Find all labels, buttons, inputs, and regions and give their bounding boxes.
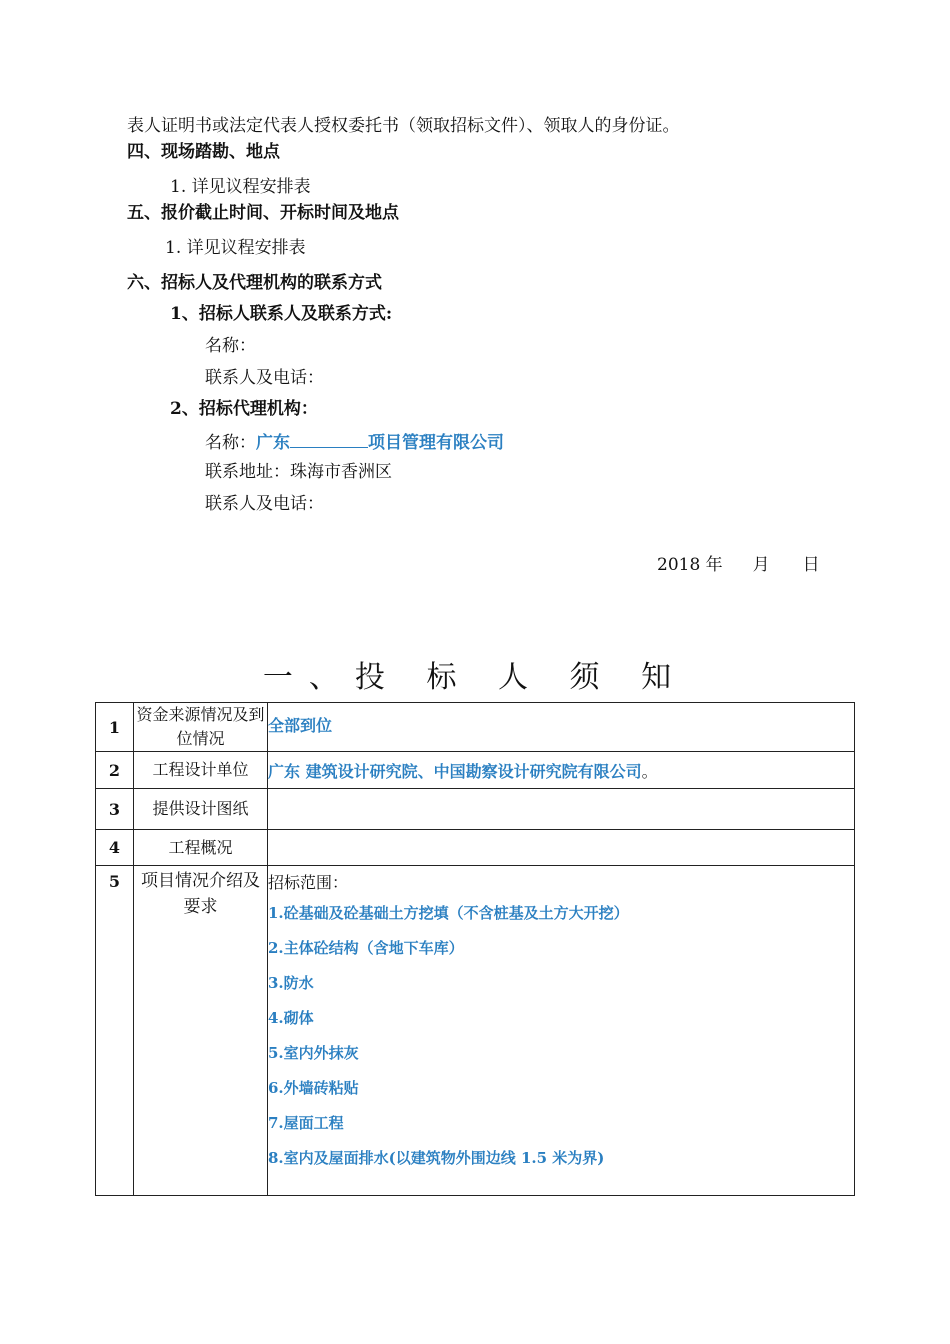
date-month: 月 bbox=[752, 555, 770, 575]
row-value bbox=[268, 830, 855, 866]
agency-name-prefix: 广东 bbox=[256, 433, 290, 453]
notice-title: 一、投 标 人 须 知 bbox=[262, 660, 688, 695]
row-value bbox=[268, 789, 855, 830]
section-5-item: 1. 详见议程安排表 bbox=[165, 238, 306, 258]
section-heading-4: 四、现场踏勘、地点 bbox=[127, 142, 280, 162]
date-line bbox=[657, 554, 820, 576]
row-label: 工程概况 bbox=[134, 830, 268, 866]
row-number: 2 bbox=[96, 752, 134, 789]
agency-name-suffix: 项目管理有限公司 bbox=[368, 433, 504, 453]
section-heading-6: 六、招标人及代理机构的联系方式 bbox=[127, 273, 382, 293]
row-label: 资金来源情况及到位情况 bbox=[134, 703, 268, 752]
row-value bbox=[268, 866, 855, 1196]
row-label: 提供设计图纸 bbox=[134, 789, 268, 830]
row-number: 5 bbox=[96, 866, 134, 1196]
table-row bbox=[96, 866, 855, 1196]
agency-heading: 2、招标代理机构： bbox=[170, 399, 318, 419]
date-year: 2018 年 bbox=[657, 555, 723, 575]
row-number: 1 bbox=[96, 703, 134, 752]
row-value: 全部到位 bbox=[268, 703, 855, 752]
tenderer-contact-label: 联系人及电话： bbox=[205, 368, 324, 388]
continued-text-line: 表人证明书或法定代表人授权委托书（领取招标文件）、领取人的身份证。 bbox=[127, 116, 680, 136]
scope-item: 3.防水 bbox=[268, 974, 314, 992]
row-label: 项目情况介绍及要求 bbox=[134, 866, 268, 1196]
table-row bbox=[96, 789, 855, 830]
agency-name-blank bbox=[290, 430, 368, 448]
scope-item: 5.室内外抹灰 bbox=[268, 1044, 359, 1062]
agency-address: 联系地址：珠海市香洲区 bbox=[205, 462, 392, 482]
section-4-item: 1. 详见议程安排表 bbox=[170, 177, 311, 197]
scope-item: 7.屋面工程 bbox=[268, 1114, 344, 1132]
agency-name-line bbox=[205, 430, 504, 454]
agency-name-label: 名称： bbox=[205, 433, 256, 453]
date-day: 日 bbox=[802, 555, 820, 575]
table-row bbox=[96, 703, 855, 752]
scope-item: 8.室内及屋面排水(以建筑物外围边线 1.5 米为界) bbox=[268, 1149, 605, 1167]
row-number: 4 bbox=[96, 830, 134, 866]
scope-intro: 招标范围： bbox=[268, 873, 349, 892]
table-row bbox=[96, 752, 855, 789]
section-heading-5: 五、报价截止时间、开标时间及地点 bbox=[127, 203, 399, 223]
row-value: 广东 建筑设计研究院、中国勘察设计研究院有限公司。 bbox=[268, 752, 855, 789]
agency-contact-label: 联系人及电话： bbox=[205, 494, 324, 514]
scope-item: 6.外墙砖粘贴 bbox=[268, 1079, 359, 1097]
scope-item: 4.砌体 bbox=[268, 1009, 314, 1027]
row-number: 3 bbox=[96, 789, 134, 830]
scope-item: 1.砼基础及砼基础土方挖填（不含桩基及土方大开挖） bbox=[268, 904, 629, 922]
scope-item: 2.主体砼结构（含地下车库） bbox=[268, 939, 464, 957]
tenderer-name-label: 名称： bbox=[205, 336, 256, 356]
row-label: 工程设计单位 bbox=[134, 752, 268, 789]
tenderer-contact-heading: 1、招标人联系人及联系方式: bbox=[170, 304, 393, 324]
bidder-notice-table bbox=[95, 702, 855, 1196]
table-row bbox=[96, 830, 855, 866]
